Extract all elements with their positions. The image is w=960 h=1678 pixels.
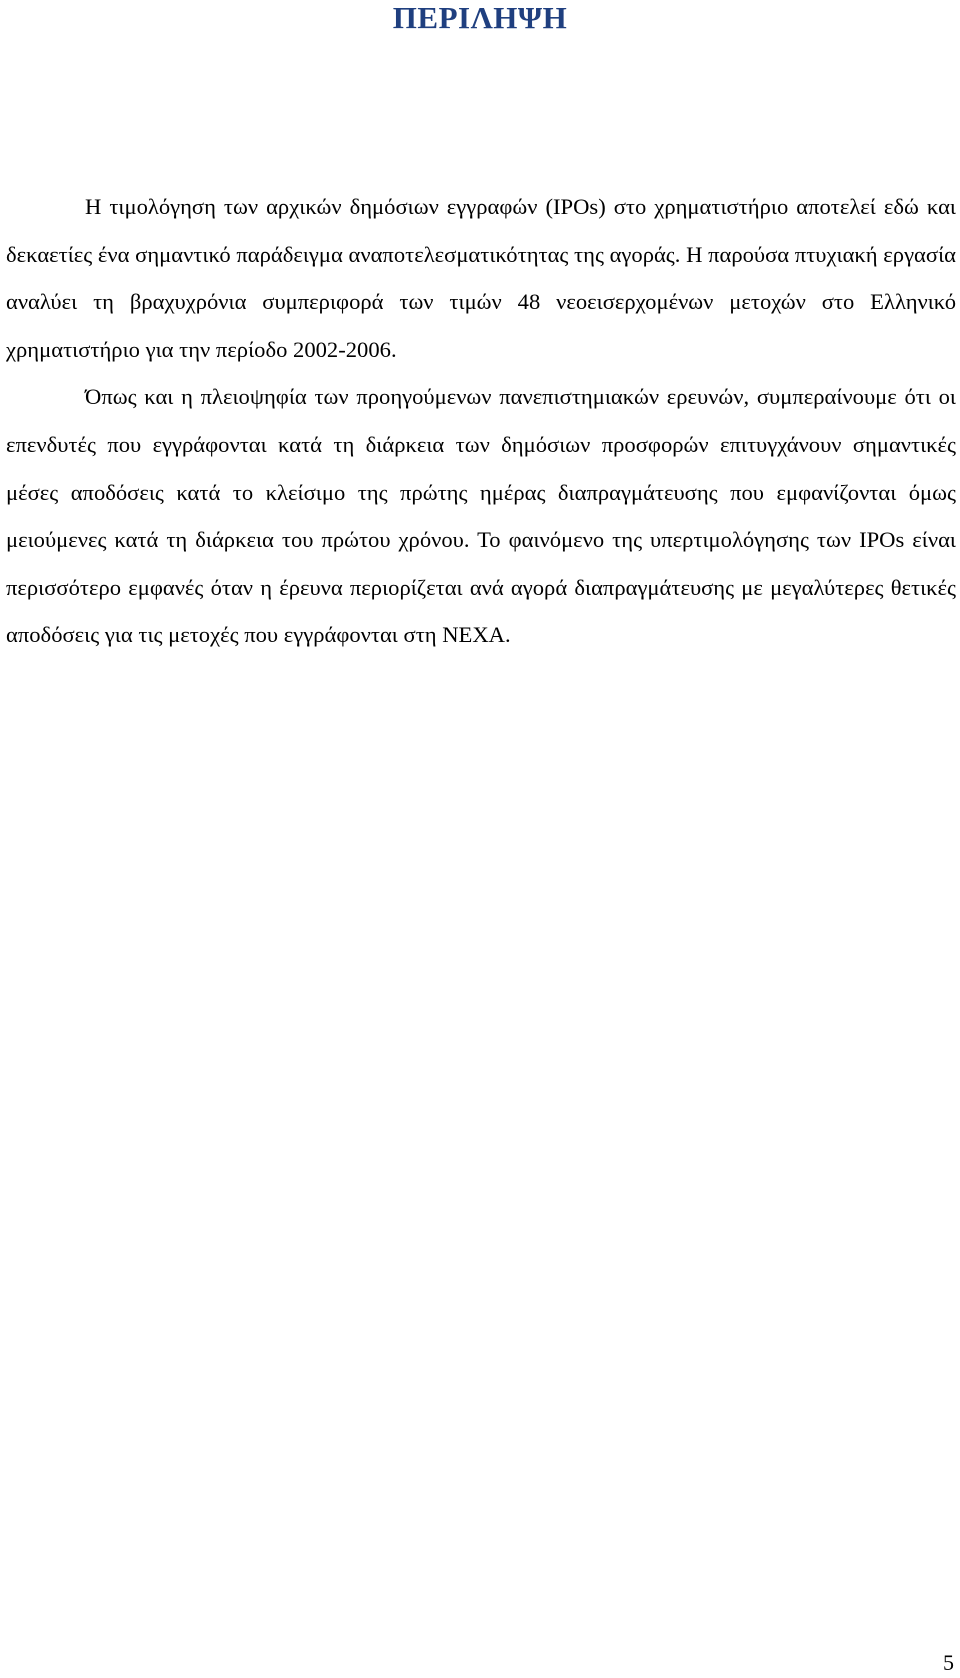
page-title: ΠΕΡΙΛΗΨΗ [392, 0, 568, 35]
paragraph-2: Όπως και η πλειοψηφία των προηγούμενων πανεπιστημιακών ερευνών, συμπεραίνουμε ότι οι επενδυτές που εγγράφονται κατά τη διάρκεια των δημόσιων προσφορών επιτυγχάνουν σημαντικές μέσες αποδόσεις κατά το κλείσιμο της πρώτης ημέρας διαπραγμάτευσης που εμφανίζονται όμως μειούμενες κατά τη διάρκεια του πρώτου χρόνου. Το φαινόμενο της υπερτιμολόγησης των IPOs είναι περισσότερο εμφανές όταν η έρευνα περιορίζεται ανά αγορά διαπραγμάτευσης με μεγαλύτερες θετικές αποδόσεις για τις μετοχές που εγγράφονται στη ΝΕΧΑ. [6, 384, 956, 648]
paragraph-1: Η τιμολόγηση των αρχικών δημόσιων εγγραφών (IPOs) στο χρηματιστήριο αποτελεί εδώ και δεκαετίες ένα σημαντικό παράδειγμα αναποτελεσματικότητας της αγοράς. Η παρούσα πτυχιακή εργασία αναλύει τη βραχυχρόνια συμπεριφορά των τιμών 48 νεοεισερχομένων μετοχών στο Ελληνικό χρηματιστήριο για την περίοδο 2002-2006. [6, 194, 956, 362]
page-number: 5 [943, 1650, 954, 1675]
abstract-body [6, 183, 956, 659]
